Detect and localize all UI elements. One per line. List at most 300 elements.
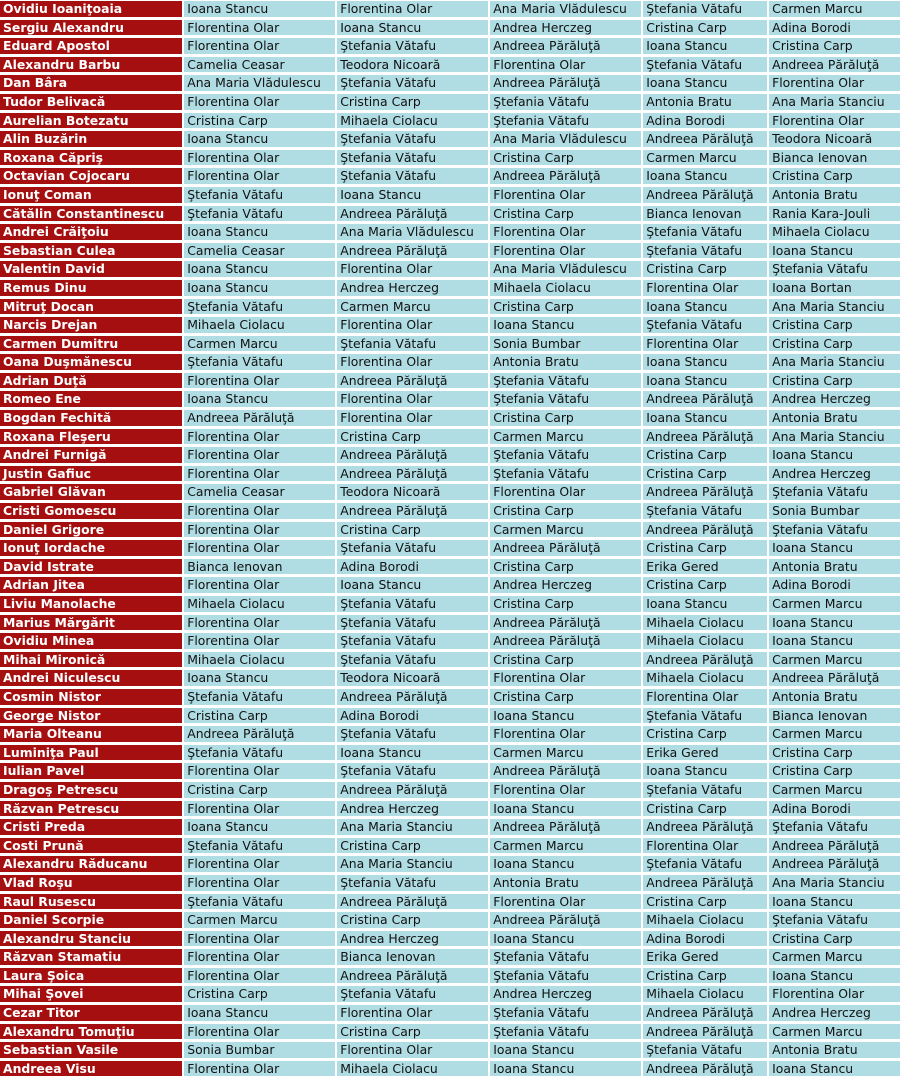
choice-cell-3: Ana Maria Vlădulescu <box>490 261 641 278</box>
choice-cell-5: Ioana Stancu <box>769 243 900 260</box>
choice-cell-1: Ioana Stancu <box>184 131 335 148</box>
choice-cell-5: Bianca Ienovan <box>769 708 900 725</box>
choice-cell-4: Andreea Părăluţă <box>643 1061 767 1078</box>
choice-cell-2: Cristina Carp <box>337 522 488 539</box>
choice-cell-3: Andreea Părăluţă <box>490 912 641 929</box>
choice-cell-2: Andreea Părăluţă <box>337 373 488 390</box>
choice-cell-3: Sonia Bumbar <box>490 336 641 353</box>
table-row <box>0 894 900 911</box>
choice-cell-4: Ştefania Vătafu <box>643 317 767 334</box>
choice-cell-1: Carmen Marcu <box>184 912 335 929</box>
person-name-cell: Eduard Apostol <box>0 38 182 55</box>
choice-cell-1: Florentina Olar <box>184 38 335 55</box>
choice-cell-5: Antonia Bratu <box>769 689 900 706</box>
table-row <box>0 801 900 818</box>
choice-cell-3: Carmen Marcu <box>490 522 641 539</box>
choice-cell-5: Andreea Părăluţă <box>769 838 900 855</box>
table-row <box>0 782 900 799</box>
person-name-cell: Romeo Ene <box>0 391 182 408</box>
choice-cell-1: Ioana Stancu <box>184 261 335 278</box>
choice-cell-2: Cristina Carp <box>337 1024 488 1041</box>
choice-cell-4: Andreea Părăluţă <box>643 187 767 204</box>
choice-cell-4: Ştefania Vătafu <box>643 708 767 725</box>
choice-cell-4: Erika Gered <box>643 949 767 966</box>
choice-cell-2: Andrea Herczeg <box>337 801 488 818</box>
choice-cell-2: Carmen Marcu <box>337 299 488 316</box>
person-name-cell: Vlad Roşu <box>0 875 182 892</box>
choice-cell-3: Andreea Părăluţă <box>490 168 641 185</box>
table-row <box>0 466 900 483</box>
person-name-cell: Roxana Fleşeru <box>0 429 182 446</box>
table-row <box>0 931 900 948</box>
choice-cell-5: Andreea Părăluţă <box>769 670 900 687</box>
table-row <box>0 317 900 334</box>
choice-cell-1: Florentina Olar <box>184 1061 335 1078</box>
choice-cell-2: Ana Maria Stanciu <box>337 819 488 836</box>
choice-cell-1: Ioana Stancu <box>184 224 335 241</box>
choice-cell-5: Ştefania Vătafu <box>769 819 900 836</box>
choice-cell-4: Florentina Olar <box>643 689 767 706</box>
choice-cell-2: Andreea Părăluţă <box>337 447 488 464</box>
person-name-cell: Andrei Niculescu <box>0 670 182 687</box>
choice-cell-2: Florentina Olar <box>337 1 488 18</box>
choice-cell-1: Ioana Stancu <box>184 1 335 18</box>
choice-cell-3: Cristina Carp <box>490 559 641 576</box>
choice-cell-1: Cristina Carp <box>184 782 335 799</box>
choice-cell-1: Florentina Olar <box>184 1024 335 1041</box>
choice-cell-3: Ştefania Vătafu <box>490 1005 641 1022</box>
choice-cell-4: Ioana Stancu <box>643 168 767 185</box>
choice-cell-2: Teodora Nicoară <box>337 484 488 501</box>
choice-cell-3: Florentina Olar <box>490 484 641 501</box>
choice-cell-5: Cristina Carp <box>769 336 900 353</box>
person-name-cell: Adrian Duţă <box>0 373 182 390</box>
table-row <box>0 726 900 743</box>
choice-cell-3: Ioana Stancu <box>490 317 641 334</box>
choice-cell-5: Cristina Carp <box>769 763 900 780</box>
table-row <box>0 1024 900 1041</box>
table-row <box>0 94 900 111</box>
choice-cell-5: Antonia Bratu <box>769 410 900 427</box>
choice-cell-2: Ştefania Vătafu <box>337 540 488 557</box>
choice-cell-1: Florentina Olar <box>184 633 335 650</box>
person-name-cell: Aurelian Botezatu <box>0 113 182 130</box>
table-row <box>0 131 900 148</box>
person-name-cell: Cătălin Constantinescu <box>0 206 182 223</box>
choice-cell-1: Bianca Ienovan <box>184 559 335 576</box>
choice-cell-2: Cristina Carp <box>337 94 488 111</box>
choice-cell-3: Florentina Olar <box>490 243 641 260</box>
choice-cell-3: Florentina Olar <box>490 224 641 241</box>
table-row <box>0 299 900 316</box>
choice-cell-2: Ştefania Vătafu <box>337 726 488 743</box>
person-name-cell: Alexandru Stanciu <box>0 931 182 948</box>
person-name-cell: Bogdan Fechită <box>0 410 182 427</box>
choice-cell-5: Ştefania Vătafu <box>769 912 900 929</box>
choice-cell-4: Ioana Stancu <box>643 75 767 92</box>
person-name-cell: Răzvan Stamatiu <box>0 949 182 966</box>
choice-cell-2: Ana Maria Stanciu <box>337 856 488 873</box>
person-name-cell: David Istrate <box>0 559 182 576</box>
choice-cell-2: Andrea Herczeg <box>337 280 488 297</box>
choice-cell-5: Adina Borodi <box>769 577 900 594</box>
choice-cell-3: Carmen Marcu <box>490 429 641 446</box>
choice-cell-1: Florentina Olar <box>184 94 335 111</box>
choice-cell-3: Carmen Marcu <box>490 838 641 855</box>
table-row <box>0 1061 900 1078</box>
choice-cell-1: Mihaela Ciolacu <box>184 596 335 613</box>
choice-cell-5: Ioana Stancu <box>769 615 900 632</box>
person-name-cell: Raul Rusescu <box>0 894 182 911</box>
choice-cell-2: Florentina Olar <box>337 1042 488 1059</box>
choice-cell-4: Mihaela Ciolacu <box>643 615 767 632</box>
choice-cell-4: Bianca Ienovan <box>643 206 767 223</box>
table-row <box>0 615 900 632</box>
table-row <box>0 949 900 966</box>
person-name-cell: Carmen Dumitru <box>0 336 182 353</box>
choice-cell-1: Ioana Stancu <box>184 280 335 297</box>
choice-cell-5: Cristina Carp <box>769 931 900 948</box>
table-row <box>0 503 900 520</box>
choice-cell-5: Florentina Olar <box>769 75 900 92</box>
choice-cell-2: Ştefania Vătafu <box>337 150 488 167</box>
choice-cell-3: Ioana Stancu <box>490 931 641 948</box>
choice-cell-5: Ana Maria Stanciu <box>769 94 900 111</box>
choice-cell-4: Andreea Părăluţă <box>643 522 767 539</box>
choice-cell-4: Cristina Carp <box>643 726 767 743</box>
table-row <box>0 373 900 390</box>
choice-cell-4: Ştefania Vătafu <box>643 224 767 241</box>
choice-cell-1: Camelia Ceasar <box>184 243 335 260</box>
choice-cell-4: Andreea Părăluţă <box>643 484 767 501</box>
choice-cell-2: Teodora Nicoară <box>337 57 488 74</box>
choice-cell-5: Ana Maria Stanciu <box>769 429 900 446</box>
choice-cell-2: Ştefania Vătafu <box>337 596 488 613</box>
choice-cell-3: Ştefania Vătafu <box>490 447 641 464</box>
choice-cell-2: Andreea Părăluţă <box>337 243 488 260</box>
choice-cell-5: Ioana Stancu <box>769 447 900 464</box>
choice-cell-4: Ioana Stancu <box>643 373 767 390</box>
person-name-cell: Mitruţ Docan <box>0 299 182 316</box>
choice-cell-1: Ştefania Vătafu <box>184 299 335 316</box>
choice-cell-3: Florentina Olar <box>490 57 641 74</box>
choice-cell-1: Florentina Olar <box>184 968 335 985</box>
person-name-cell: Narcis Drejan <box>0 317 182 334</box>
choice-cell-3: Andreea Părăluţă <box>490 819 641 836</box>
person-name-cell: Mihai Mironică <box>0 652 182 669</box>
table-row <box>0 224 900 241</box>
table-row <box>0 429 900 446</box>
choice-cell-4: Cristina Carp <box>643 801 767 818</box>
choice-cell-5: Cristina Carp <box>769 38 900 55</box>
choice-cell-5: Adina Borodi <box>769 801 900 818</box>
table-row <box>0 206 900 223</box>
table-row <box>0 150 900 167</box>
choice-cell-1: Camelia Ceasar <box>184 484 335 501</box>
choice-cell-4: Mihaela Ciolacu <box>643 986 767 1003</box>
person-name-cell: Adrian Jitea <box>0 577 182 594</box>
choice-cell-3: Carmen Marcu <box>490 745 641 762</box>
choice-cell-2: Andrea Herczeg <box>337 931 488 948</box>
choice-cell-3: Cristina Carp <box>490 652 641 669</box>
table-row <box>0 354 900 371</box>
choice-cell-5: Ana Maria Stanciu <box>769 875 900 892</box>
choice-cell-3: Cristina Carp <box>490 150 641 167</box>
person-name-cell: Maria Olteanu <box>0 726 182 743</box>
person-name-cell: Remus Dinu <box>0 280 182 297</box>
choice-cell-4: Ştefania Vătafu <box>643 782 767 799</box>
choice-cell-4: Florentina Olar <box>643 838 767 855</box>
choice-cell-3: Cristina Carp <box>490 206 641 223</box>
choice-cell-1: Florentina Olar <box>184 150 335 167</box>
table-row <box>0 540 900 557</box>
choice-cell-4: Andreea Părăluţă <box>643 1024 767 1041</box>
choice-cell-1: Andreea Părăluţă <box>184 410 335 427</box>
choice-cell-2: Ştefania Vătafu <box>337 652 488 669</box>
choice-cell-1: Florentina Olar <box>184 931 335 948</box>
choice-cell-2: Ştefania Vătafu <box>337 763 488 780</box>
choice-cell-5: Ştefania Vătafu <box>769 522 900 539</box>
choice-cell-3: Ştefania Vătafu <box>490 113 641 130</box>
choice-cell-5: Antonia Bratu <box>769 559 900 576</box>
choice-cell-5: Carmen Marcu <box>769 1024 900 1041</box>
choice-cell-3: Ioana Stancu <box>490 801 641 818</box>
choice-cell-4: Cristina Carp <box>643 577 767 594</box>
choice-cell-4: Erika Gered <box>643 745 767 762</box>
table-row <box>0 168 900 185</box>
person-name-cell: Alexandru Tomuţiu <box>0 1024 182 1041</box>
choice-cell-1: Carmen Marcu <box>184 336 335 353</box>
choice-cell-2: Ştefania Vătafu <box>337 615 488 632</box>
choice-cell-3: Ioana Stancu <box>490 1061 641 1078</box>
choice-cell-5: Ioana Stancu <box>769 633 900 650</box>
choice-cell-3: Florentina Olar <box>490 187 641 204</box>
choice-cell-2: Ştefania Vătafu <box>337 75 488 92</box>
choice-cell-5: Carmen Marcu <box>769 949 900 966</box>
choice-cell-4: Andreea Părăluţă <box>643 131 767 148</box>
choice-cell-4: Andreea Părăluţă <box>643 429 767 446</box>
choice-cell-3: Florentina Olar <box>490 670 641 687</box>
table-row <box>0 243 900 260</box>
table-row <box>0 652 900 669</box>
choice-cell-1: Mihaela Ciolacu <box>184 652 335 669</box>
choice-cell-3: Andreea Părăluţă <box>490 615 641 632</box>
table-row <box>0 559 900 576</box>
choice-cell-2: Ana Maria Vlădulescu <box>337 224 488 241</box>
choice-cell-2: Andreea Părăluţă <box>337 466 488 483</box>
person-name-cell: Răzvan Petrescu <box>0 801 182 818</box>
person-name-cell: Dragoş Petrescu <box>0 782 182 799</box>
choice-cell-2: Andreea Părăluţă <box>337 894 488 911</box>
table-row <box>0 1042 900 1059</box>
choice-cell-3: Cristina Carp <box>490 596 641 613</box>
choice-cell-2: Andreea Părăluţă <box>337 206 488 223</box>
choice-cell-4: Florentina Olar <box>643 280 767 297</box>
choice-cell-3: Ştefania Vătafu <box>490 1024 641 1041</box>
table-row <box>0 447 900 464</box>
choice-cell-5: Mihaela Ciolacu <box>769 224 900 241</box>
choice-cell-3: Mihaela Ciolacu <box>490 280 641 297</box>
person-name-cell: Alexandru Răducanu <box>0 856 182 873</box>
choice-cell-5: Carmen Marcu <box>769 652 900 669</box>
table-row <box>0 20 900 37</box>
choice-cell-2: Bianca Ienovan <box>337 949 488 966</box>
choice-cell-3: Andreea Părăluţă <box>490 38 641 55</box>
choice-cell-3: Ştefania Vătafu <box>490 968 641 985</box>
choice-cell-4: Ştefania Vătafu <box>643 243 767 260</box>
table-row <box>0 187 900 204</box>
choice-cell-5: Ioana Stancu <box>769 894 900 911</box>
choice-cell-4: Mihaela Ciolacu <box>643 912 767 929</box>
choice-cell-1: Florentina Olar <box>184 875 335 892</box>
choice-cell-2: Andreea Părăluţă <box>337 968 488 985</box>
person-name-cell: George Nistor <box>0 708 182 725</box>
choice-cell-1: Florentina Olar <box>184 20 335 37</box>
choice-cell-1: Sonia Bumbar <box>184 1042 335 1059</box>
choice-cell-1: Florentina Olar <box>184 949 335 966</box>
choice-cell-2: Florentina Olar <box>337 410 488 427</box>
table-row <box>0 708 900 725</box>
person-name-cell: Andreea Visu <box>0 1061 182 1078</box>
person-name-cell: Sebastian Culea <box>0 243 182 260</box>
choice-cell-2: Andreea Părăluţă <box>337 503 488 520</box>
choice-cell-1: Florentina Olar <box>184 466 335 483</box>
table-row <box>0 856 900 873</box>
table-row <box>0 391 900 408</box>
choice-cell-1: Florentina Olar <box>184 373 335 390</box>
table-row <box>0 261 900 278</box>
choice-cell-4: Cristina Carp <box>643 261 767 278</box>
choice-cell-1: Andreea Părăluţă <box>184 726 335 743</box>
person-name-cell: Iulian Pavel <box>0 763 182 780</box>
choice-cell-5: Cristina Carp <box>769 745 900 762</box>
choice-cell-1: Ştefania Vătafu <box>184 838 335 855</box>
choice-cell-5: Ioana Stancu <box>769 540 900 557</box>
choice-cell-2: Teodora Nicoară <box>337 670 488 687</box>
choice-cell-3: Ştefania Vătafu <box>490 466 641 483</box>
choice-cell-4: Ştefania Vătafu <box>643 503 767 520</box>
choice-cell-4: Adina Borodi <box>643 931 767 948</box>
choice-cell-2: Ştefania Vătafu <box>337 38 488 55</box>
person-name-cell: Daniel Scorpie <box>0 912 182 929</box>
choice-cell-2: Ioana Stancu <box>337 577 488 594</box>
choice-cell-5: Andreea Părăluţă <box>769 57 900 74</box>
choice-cell-5: Ştefania Vătafu <box>769 261 900 278</box>
choice-cell-3: Andreea Părăluţă <box>490 540 641 557</box>
table-row <box>0 968 900 985</box>
choice-cell-1: Cristina Carp <box>184 708 335 725</box>
table-row <box>0 280 900 297</box>
choice-cell-1: Florentina Olar <box>184 615 335 632</box>
choice-cell-3: Ana Maria Vlădulescu <box>490 1 641 18</box>
table-row <box>0 1 900 18</box>
choice-cell-1: Florentina Olar <box>184 763 335 780</box>
choice-cell-3: Ştefania Vătafu <box>490 373 641 390</box>
table-row <box>0 689 900 706</box>
choice-cell-2: Adina Borodi <box>337 559 488 576</box>
choice-cell-1: Florentina Olar <box>184 168 335 185</box>
choice-cell-5: Ioana Stancu <box>769 968 900 985</box>
choice-cell-1: Florentina Olar <box>184 522 335 539</box>
choice-cell-5: Bianca Ienovan <box>769 150 900 167</box>
table-row <box>0 38 900 55</box>
choice-cell-3: Ioana Stancu <box>490 1042 641 1059</box>
choice-cell-2: Cristina Carp <box>337 838 488 855</box>
choice-cell-2: Ştefania Vătafu <box>337 875 488 892</box>
choice-cell-1: Florentina Olar <box>184 577 335 594</box>
person-name-cell: Ovidiu Minea <box>0 633 182 650</box>
choice-cell-1: Ştefania Vătafu <box>184 894 335 911</box>
table-row <box>0 838 900 855</box>
choice-cell-5: Andrea Herczeg <box>769 391 900 408</box>
choice-cell-3: Antonia Bratu <box>490 354 641 371</box>
choice-cell-2: Cristina Carp <box>337 429 488 446</box>
person-name-cell: Cristi Preda <box>0 819 182 836</box>
choice-cell-4: Ştefania Vătafu <box>643 1 767 18</box>
choice-cell-5: Rania Kara-Jouli <box>769 206 900 223</box>
choice-cell-5: Andrea Herczeg <box>769 466 900 483</box>
choice-cell-5: Sonia Bumbar <box>769 503 900 520</box>
person-name-cell: Valentin David <box>0 261 182 278</box>
choice-cell-3: Cristina Carp <box>490 299 641 316</box>
choice-cell-5: Carmen Marcu <box>769 726 900 743</box>
choice-cell-1: Ştefania Vătafu <box>184 206 335 223</box>
choice-cell-1: Ştefania Vătafu <box>184 689 335 706</box>
choice-cell-4: Erika Gered <box>643 559 767 576</box>
choice-cell-3: Ştefania Vătafu <box>490 391 641 408</box>
choice-cell-1: Cristina Carp <box>184 986 335 1003</box>
choice-cell-2: Florentina Olar <box>337 354 488 371</box>
person-name-cell: Sebastian Vasile <box>0 1042 182 1059</box>
person-name-cell: Justin Gafiuc <box>0 466 182 483</box>
person-name-cell: Laura Şoica <box>0 968 182 985</box>
choice-cell-1: Florentina Olar <box>184 856 335 873</box>
choice-cell-5: Florentina Olar <box>769 113 900 130</box>
choice-cell-3: Ştefania Vătafu <box>490 949 641 966</box>
person-name-cell: Alexandru Barbu <box>0 57 182 74</box>
table-row <box>0 763 900 780</box>
choice-cell-2: Ştefania Vătafu <box>337 131 488 148</box>
person-name-cell: Mihai Şovei <box>0 986 182 1003</box>
choice-cell-1: Florentina Olar <box>184 540 335 557</box>
choice-cell-1: Ana Maria Vlădulescu <box>184 75 335 92</box>
choice-cell-5: Ioana Bortan <box>769 280 900 297</box>
person-name-cell: Tudor Belivacă <box>0 94 182 111</box>
choice-cell-5: Ana Maria Stanciu <box>769 354 900 371</box>
choice-cell-4: Cristina Carp <box>643 540 767 557</box>
choice-cell-2: Ştefania Vătafu <box>337 336 488 353</box>
table-row <box>0 986 900 1003</box>
choice-cell-3: Andrea Herczeg <box>490 986 641 1003</box>
choice-cell-4: Ioana Stancu <box>643 38 767 55</box>
person-name-cell: Oana Duşmănescu <box>0 354 182 371</box>
choice-cell-4: Cristina Carp <box>643 466 767 483</box>
person-name-cell: Ovidiu Ioaniţoaia <box>0 1 182 18</box>
choice-cell-2: Ioana Stancu <box>337 745 488 762</box>
choice-cell-5: Cristina Carp <box>769 373 900 390</box>
choice-cell-1: Ioana Stancu <box>184 819 335 836</box>
table-row <box>0 577 900 594</box>
choice-cell-4: Andreea Părăluţă <box>643 875 767 892</box>
choice-cell-3: Cristina Carp <box>490 503 641 520</box>
choice-cell-1: Florentina Olar <box>184 447 335 464</box>
person-name-cell: Gabriel Glăvan <box>0 484 182 501</box>
person-name-cell: Ionuţ Coman <box>0 187 182 204</box>
choice-cell-3: Florentina Olar <box>490 726 641 743</box>
choice-cell-3: Florentina Olar <box>490 782 641 799</box>
table-row <box>0 633 900 650</box>
table-row <box>0 336 900 353</box>
